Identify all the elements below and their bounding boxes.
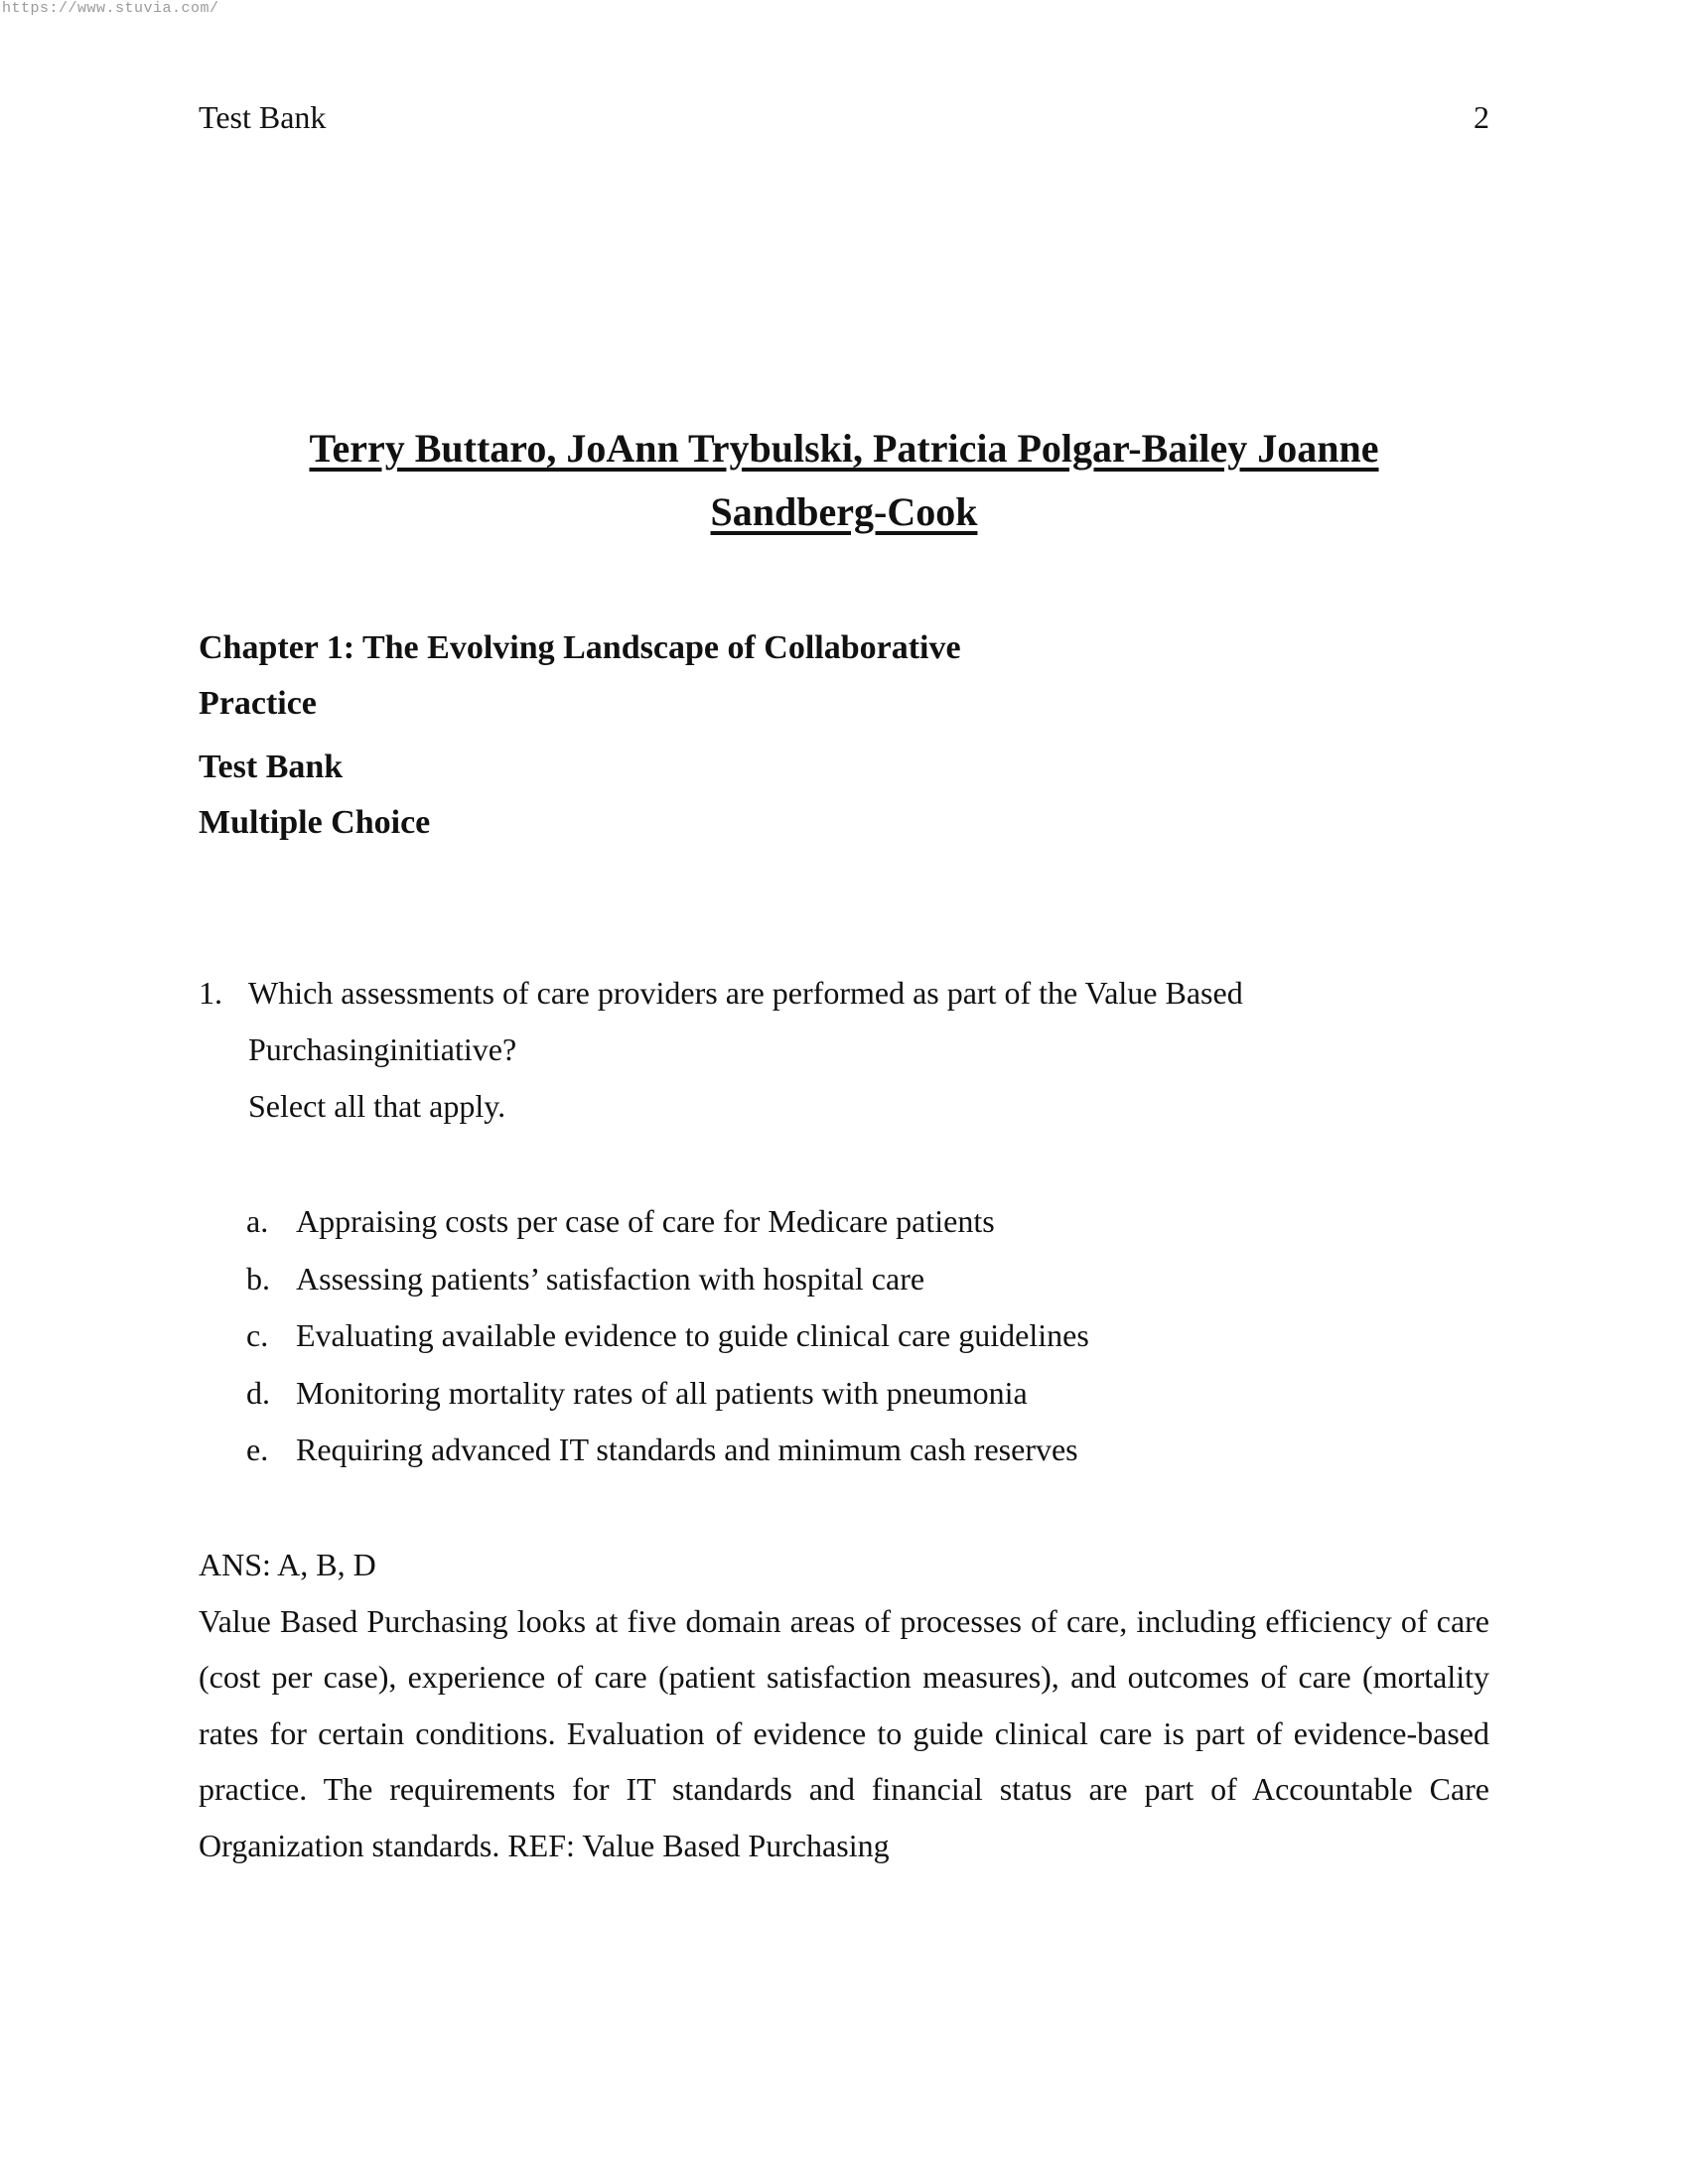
option-b [246, 1251, 1089, 1308]
question-number: 1. [199, 975, 222, 1011]
question-instruction: Select all that apply. [248, 1088, 506, 1124]
option-text: Evaluating available evidence to guide clinical care guidelines [296, 1317, 1089, 1353]
option-letter: b. [246, 1260, 270, 1297]
chapter-title-line-2: Practice [199, 685, 317, 722]
question-stem-line-2: Purchasinginitiative? [248, 1031, 517, 1067]
option-e [246, 1422, 1089, 1479]
option-letter: d. [246, 1374, 270, 1411]
question-stem [248, 965, 1489, 1135]
option-d [246, 1365, 1089, 1423]
option-text: Assessing patients’ satisfaction with hospital care [296, 1260, 925, 1297]
watermark-url: https://www.stuvia.com/ [2, 0, 219, 17]
option-c [246, 1307, 1089, 1365]
option-text: Requiring advanced IT standards and minimum cash reserves [296, 1432, 1078, 1467]
option-letter: e. [246, 1432, 269, 1467]
answer-block [199, 1537, 1489, 1873]
option-text: Appraising costs per case of care for Medicare patients [296, 1203, 995, 1239]
chapter-headings [199, 620, 961, 851]
section-heading: Multiple Choice [199, 804, 431, 841]
option-text: Monitoring mortality rates of all patients with pneumonia [296, 1374, 1028, 1411]
author-line-1: Terry Buttaro, JoAnn Trybulski, Patricia Polgar-Bailey Joanne [309, 426, 1379, 471]
question-1 [199, 965, 1489, 1135]
chapter-title-line-1: Chapter 1: The Evolving Landscape of Collaborative [199, 629, 961, 666]
page-number: 2 [1474, 99, 1489, 135]
option-a [246, 1193, 1089, 1251]
author-list [199, 417, 1489, 544]
running-header [199, 99, 1489, 139]
question-stem-line-1: Which assessments of care providers are performed as part of the Value Based [248, 975, 1243, 1011]
answer-rationale: Value Based Purchasing looks at five domain areas of processes of care, including efficiency of care (cost per case), experience of care (patient satisfaction measures), and outcomes of care (mortality rates for certain conditions. Evaluation of evidence to guide clinical care is part of evidence-based practice. The requirements for IT standards and financial status are part of Accountable Care Organization standards. REF: Value Based Purchasing [199, 1602, 1489, 1863]
option-letter: c. [246, 1317, 269, 1353]
option-letter: a. [246, 1203, 269, 1239]
header-title: Test Bank [199, 99, 327, 135]
answer-key: ANS: A, B, D [199, 1547, 376, 1582]
answer-options [246, 1193, 1089, 1479]
test-bank-heading: Test Bank [199, 749, 344, 785]
author-line-2: Sandberg-Cook [710, 489, 978, 534]
